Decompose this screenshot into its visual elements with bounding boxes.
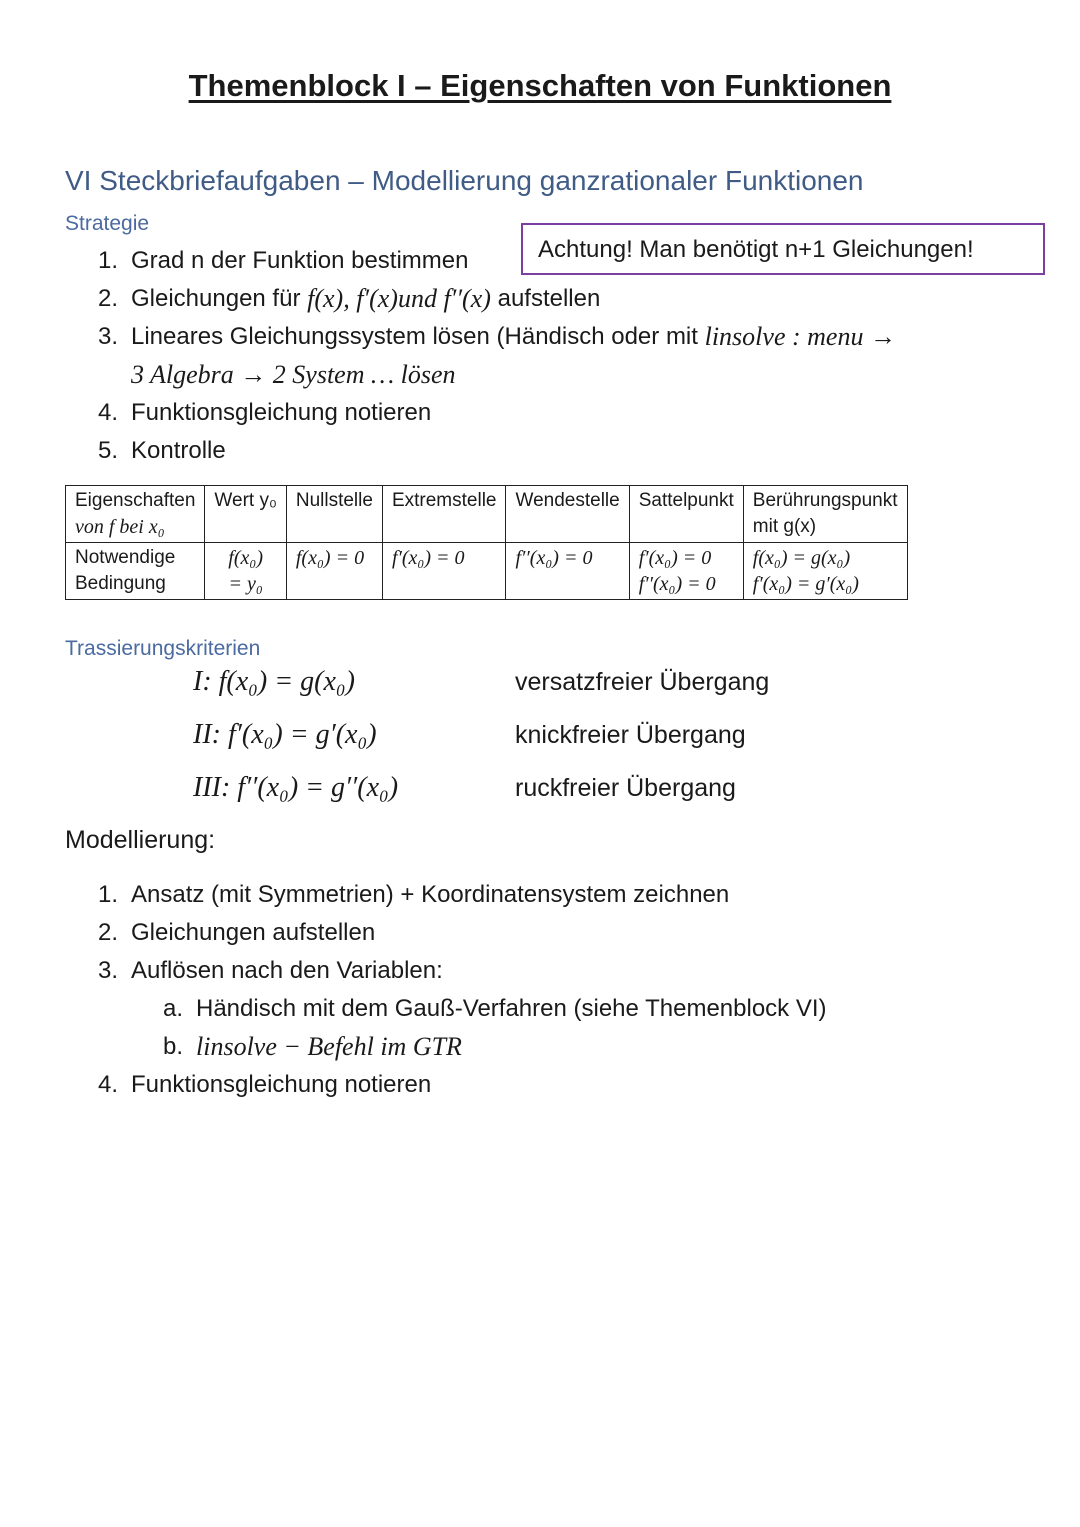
table-header: Eigenschaften von f bei x₀ <box>66 486 205 543</box>
page-title: Themenblock I – Eigenschaften von Funktionen <box>188 68 892 103</box>
list-item <box>98 914 827 952</box>
list-number: 5. <box>98 437 119 464</box>
table-cell: f(x₀) = g(x₀) f′(x₀) = g′(x₀) <box>743 543 907 600</box>
table-header: Nullstelle <box>286 486 382 543</box>
list-number: 1. <box>98 247 119 274</box>
table-cell: f′(x₀) = 0 <box>382 543 506 600</box>
list-item <box>98 394 896 432</box>
list-text: Gleichungen für <box>131 285 308 312</box>
list-formula: linsolve − Befehl im GTR <box>196 1032 462 1061</box>
table-header-row <box>66 486 908 543</box>
list-subitem <box>98 990 827 1028</box>
properties-table <box>65 485 908 600</box>
list-text: Gleichungen aufstellen <box>131 919 376 946</box>
table-row <box>66 543 908 600</box>
list-number: 2. <box>98 919 119 946</box>
table-header: Extremstelle <box>382 486 506 543</box>
list-text: Kontrolle <box>131 437 226 464</box>
list-item <box>98 952 827 990</box>
list-number: 3. <box>98 323 119 350</box>
list-text: Grad n der Funktion bestimmen <box>131 247 469 274</box>
criterion-description: versatzfreier Übergang <box>515 668 770 696</box>
list-number: 2. <box>98 285 119 312</box>
list-text: Auflösen nach den Variablen: <box>131 957 443 984</box>
list-text: Händisch mit dem Gauß-Verfahren (siehe Themenblock VI) <box>196 995 827 1022</box>
list-number: 4. <box>98 399 119 426</box>
list-item <box>98 318 896 356</box>
list-formula: 3 Algebra → 2 System … lösen <box>131 360 456 389</box>
table-header: Sattelpunkt <box>629 486 743 543</box>
list-number: 1. <box>98 881 119 908</box>
list-formula: f(x), f′(x)und f′′(x) <box>307 284 491 313</box>
list-item <box>98 280 896 318</box>
criterion-description: ruckfreier Übergang <box>515 774 736 802</box>
list-item <box>98 1066 827 1104</box>
list-letter: a. <box>163 995 184 1022</box>
table-header: Berührungspunkt mit g(x) <box>743 486 907 543</box>
list-text: Ansatz (mit Symmetrien) + Koordinatensystem zeichnen <box>131 881 730 908</box>
list-text: Funktionsgleichung notieren <box>131 1071 432 1098</box>
list-item-continuation <box>98 356 896 394</box>
table-cell: f′(x₀) = 0 f′′(x₀) = 0 <box>629 543 743 600</box>
section-heading: VI Steckbriefaufgaben – Modellierung ganzrationaler Funktionen <box>65 165 864 196</box>
list-subitem <box>98 1028 827 1066</box>
table-header: Wendestelle <box>506 486 629 543</box>
list-formula: linsolve : menu → <box>704 322 896 351</box>
list-number: 3. <box>98 957 119 984</box>
table-cell: f′′(x₀) = 0 <box>506 543 629 600</box>
list-text-tail: aufstellen <box>490 285 601 312</box>
table-header: Wert y₀ <box>205 486 286 543</box>
criterion-formula: III: f′′(x₀) = g′′(x₀) <box>193 772 399 803</box>
warning-box: Achtung! Man benötigt n+1 Gleichungen! <box>521 223 1045 275</box>
modelling-list <box>98 876 827 1104</box>
strategy-list <box>98 242 896 470</box>
strategy-heading: Strategie <box>65 212 150 235</box>
criterion-description: knickfreier Übergang <box>515 721 746 749</box>
list-letter: b. <box>163 1033 184 1060</box>
list-number <box>98 356 131 394</box>
list-number: 4. <box>98 1071 119 1098</box>
list-item <box>98 876 827 914</box>
table-cell: f(x₀) = y₀ <box>205 543 286 600</box>
list-text: Funktionsgleichung notieren <box>131 399 432 426</box>
table-cell: Notwendige Bedingung <box>66 543 205 600</box>
list-text: Lineares Gleichungssystem lösen (Händisch oder mit <box>131 323 705 350</box>
modelling-heading: Modellierung: <box>65 826 216 854</box>
table-cell: f(x₀) = 0 <box>286 543 382 600</box>
criteria-heading: Trassierungskriterien <box>65 637 261 660</box>
criterion-formula: II: f′(x₀) = g′(x₀) <box>193 719 377 750</box>
list-item <box>98 432 896 470</box>
criterion-formula: I: f(x₀) = g(x₀) <box>193 666 355 697</box>
